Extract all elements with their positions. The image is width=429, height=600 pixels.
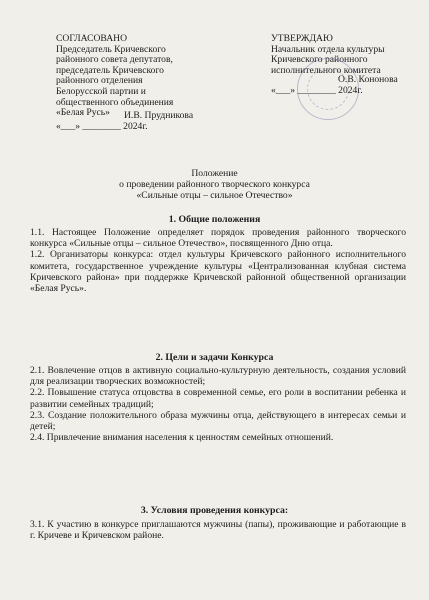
approval-line: «Белая Русь»: [56, 107, 110, 119]
paragraph-2-3: 2.3. Создание положительного образа мужчины отца, действующего в интересах семьи и детей;: [30, 409, 406, 433]
paragraph-2-2: 2.2. Повышение статуса отцовства в современной семье, его роли в воспитании ребенка и развитии семейных традиций;: [30, 387, 406, 410]
section-2-body: [30, 365, 406, 443]
title-line-1: Положение: [191, 168, 238, 179]
approval-line: председатель Кричевского: [56, 64, 164, 76]
title-line-3: «Сильные отцы – сильное Отечество»: [136, 190, 293, 201]
title-line-2: о проведении районного творческого конкурса: [119, 179, 310, 190]
section-3-body: [30, 519, 406, 541]
section-3-heading: 3. Условия проведения конкурса:: [140, 505, 289, 516]
document-title: [0, 168, 429, 201]
section-1-heading: 1. Общие положения: [168, 214, 261, 225]
signature-name-left: И.В. Прудникова: [124, 110, 194, 121]
paragraph-2-4: 2.4. Привлечение внимания населения к ценностям семейных отношений.: [30, 432, 334, 444]
approval-heading-left: СОГЛАСОВАНО: [56, 33, 128, 44]
approval-line: общественного объединения: [56, 96, 174, 108]
approval-line: Председатель Кричевского: [56, 43, 166, 55]
section-1-body: [30, 227, 406, 294]
paragraph-3-1: 3.1. К участию в конкурсе приглашаются мужчины (папы), проживающие и работающие в г. Кричеве и Кричевском районе.: [30, 519, 406, 542]
approval-line: исполнительного комитета: [271, 64, 381, 76]
approval-line: Начальник отдела культуры: [271, 43, 385, 55]
date-line-right: «___» ________ 2024г.: [271, 85, 363, 96]
approval-block-left: [56, 34, 173, 119]
approval-line: районного отделения: [56, 75, 143, 87]
approval-heading-right: УТВЕРЖДАЮ: [271, 33, 333, 44]
approval-line: районного совета депутатов,: [56, 54, 173, 66]
section-2-heading: 2. Цели и задачи Конкурса: [155, 352, 274, 363]
paragraph-1-2: 1.2. Организаторы конкурса: отдел культуры Кричевского районного исполнительного комитета, государственное учреждение культуры «Централизованная клубная система Кричевского района» при поддержке Кричевской районной общественной организации «Белая Русь».: [30, 249, 406, 295]
date-line-left: «___» ________ 2024г.: [56, 121, 148, 132]
approval-line: Белорусской партии и: [56, 85, 146, 97]
paragraph-2-1: 2.1. Вовлечение отцов в активную социально-культурную деятельность, создания условий для реализации творческих возможностей;: [30, 365, 406, 388]
approval-line: Кричевского районного: [271, 54, 368, 66]
signature-name-right: О.В. Кононова: [338, 74, 398, 85]
paragraph-1-1: 1.1. Настоящее Положение определяет порядок проведения районного творческого конкурса «Сильные отцы – сильное Отечество», посвященного Дню отца.: [30, 227, 406, 250]
